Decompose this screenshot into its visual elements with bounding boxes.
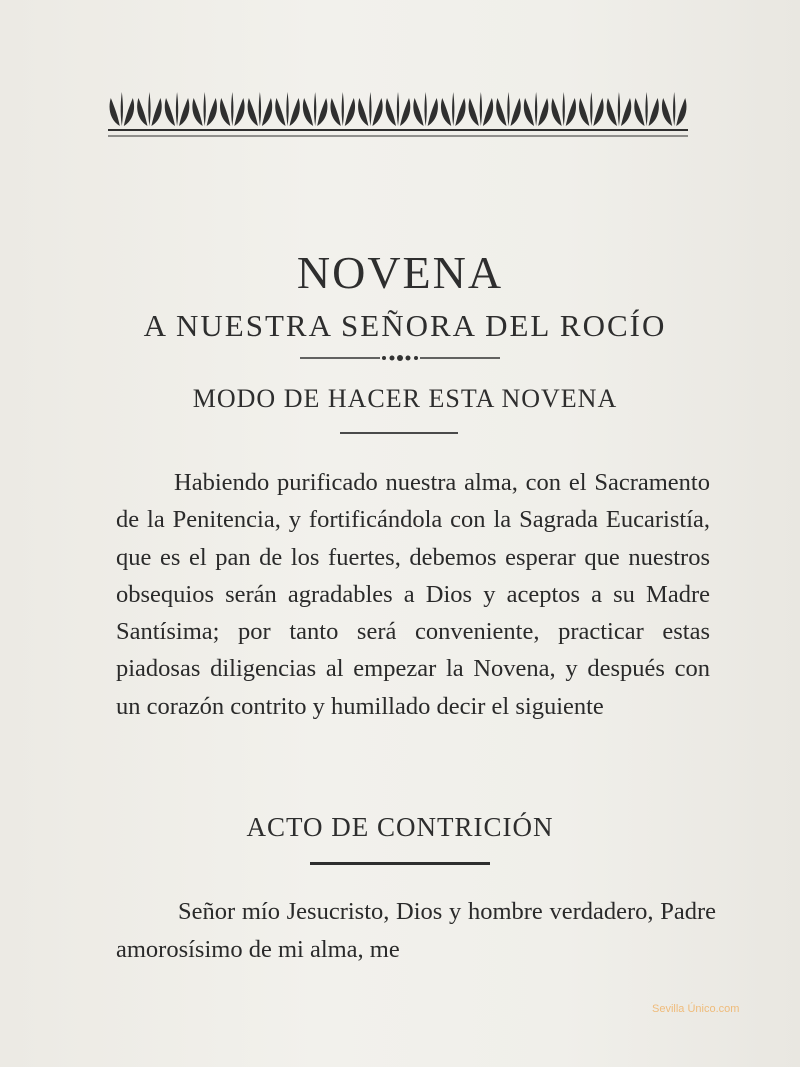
page-subtitle: A NUESTRA SEÑORA DEL ROCÍO	[143, 308, 667, 343]
paragraph-prayer	[116, 893, 716, 969]
leaf-motif	[607, 92, 632, 126]
leaf-motif	[524, 92, 549, 126]
leaf-motif	[441, 92, 466, 126]
section-heading-acto: ACTO DE CONTRICIÓN	[246, 812, 554, 842]
leaf-motif	[137, 92, 162, 126]
leaf-motif	[413, 92, 438, 126]
heading-rule	[340, 432, 458, 434]
leaf-motif	[330, 92, 355, 126]
page-title: NOVENA	[296, 247, 504, 298]
leaf-motif	[386, 92, 411, 126]
paragraph-instructions-text: Habiendo purificado nuestra alma, con el Sacramento de la Penitencia, y fortificándola con la Sagrada Eucaristía, que es el pan de los fuertes, debemos esperar que nuestros obsequios serán agradables a Dios y aceptos a su Madre Santísima; por tanto será conveniente, practicar estas piadosas diligencias al empezar la Novena, y después con un corazón contrito y humillado decir el siguiente	[116, 469, 710, 720]
divider-ornament	[300, 350, 500, 366]
leaf-motif	[662, 92, 687, 126]
leaf-motif	[110, 92, 135, 126]
paragraph-prayer-text: Señor mío Jesucristo, Dios y hombre verdadero, Padre amorosísimo de mi alma, me	[116, 898, 716, 963]
leaf-motif	[358, 92, 383, 126]
leaf-motif	[275, 92, 300, 126]
leaf-motif	[303, 92, 328, 126]
leaf-motif	[165, 92, 190, 126]
leaf-motif	[551, 92, 576, 126]
leaf-border-ornament	[108, 86, 688, 146]
leaf-motif	[220, 92, 245, 126]
leaf-motif	[192, 92, 217, 126]
leaf-motif	[469, 92, 494, 126]
section-heading-modo: MODO DE HACER ESTA NOVENA	[192, 384, 618, 413]
leaf-motif	[634, 92, 659, 126]
paragraph-instructions	[116, 464, 710, 725]
leaf-motif	[579, 92, 604, 126]
leaf-motif	[248, 92, 273, 126]
leaf-motif	[496, 92, 521, 126]
heading-rule-thick	[310, 862, 490, 865]
watermark-text: Sevilla Único.com	[652, 1003, 740, 1015]
